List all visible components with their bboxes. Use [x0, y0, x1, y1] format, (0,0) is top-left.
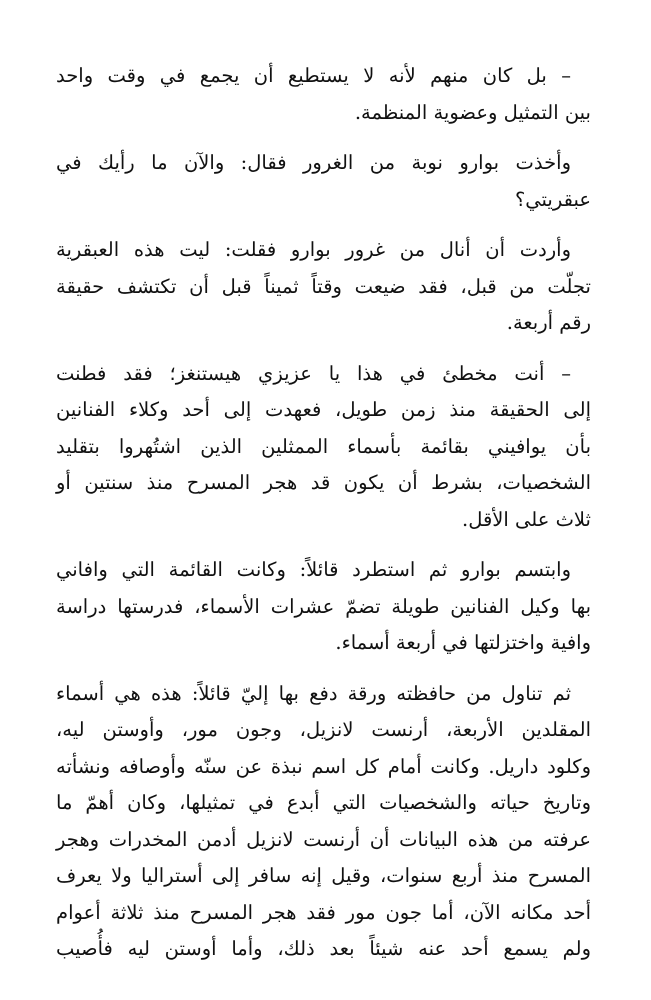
text-line: عرفته من هذه البيانات أن أرنست لانزيل أدمن المخدرات وهجر: [56, 827, 591, 851]
paragraph-5: [56, 552, 591, 662]
paragraph-4: [56, 356, 591, 539]
text-line: الشخصيات، بشرط أن يكون قد هجر المسرح منذ سنتين أو: [56, 471, 591, 494]
text-line: وأخذت بوارو نوبة من الغرور فقال: والآن ما رأيك في: [56, 151, 571, 174]
text-line: وكلود داريل. وكانت أمام كل اسم نبذة عن سنّه وأوصافه ونشأته: [56, 754, 591, 778]
text-line: ثلاث على الأقل.: [462, 507, 591, 531]
text-line: رقم أربعة.: [506, 311, 591, 334]
text-line: إلى الحقيقة منذ زمن طويل، فعهدت إلى أحد وكلاء الفنانين: [56, 398, 591, 421]
text-line: تجلّت من قبل، فقد ضيعت وقتاً ثميناً قبل أن تكتشف حقيقة: [56, 274, 591, 298]
paragraph-6: [56, 676, 591, 968]
text-line: ثم تناول من حافظته ورقة دفع بها إليّ قائلاً: هذه هي أسماء: [56, 681, 571, 705]
text-line: بها وكيل الفنانين طويلة تضمّ عشرات الأسماء، فدرستها دراسة: [56, 594, 591, 618]
text-line: بين التمثيل وعضوية المنظمة.: [354, 100, 591, 124]
text-line: وابتسم بوارو ثم استطرد قائلاً: وكانت القائمة التي وافاني: [56, 558, 571, 581]
text-line: وتاريخ حياته والشخصيات التي أبدع في تمثيلها، وكان أهمّ ما: [56, 791, 591, 814]
text-line: عبقريتي؟: [514, 187, 591, 211]
paragraph-2: [56, 145, 591, 218]
text-line: ولم يسمع أحد عنه شيئاً بعد ذلك، وأما أوستن ليه فأُصيب: [56, 937, 591, 960]
text-line: – أنت مخطئ في هذا يا عزيزي هيستنغز؛ فقد فطنت: [56, 361, 571, 385]
text-line: المسرح منذ أربع سنوات، وقيل إنه سافر إلى أستراليا ولا يعرف: [56, 864, 591, 887]
text-line: – بل كان منهم لأنه لا يستطيع أن يجمع في وقت واحد: [56, 64, 571, 87]
text-line: المقلدين الأربعة، أرنست لانزيل، وجون مور، وأوستن ليه،: [56, 718, 591, 741]
text-line: أحد مكانه الآن، أما جون مور فقد هجر المسرح منذ ثلاثة أعوام: [56, 900, 591, 924]
paragraph-1: [56, 58, 591, 131]
text-line: وافية واختزلتها في أربعة أسماء.: [335, 631, 591, 654]
text-line: وأردت أن أنال من غرور بوارو فقلت: ليت هذه العبقرية: [56, 238, 571, 261]
paragraph-3: [56, 232, 591, 342]
text-line: بأن يوافيني بقائمة بأسماء الممثلين الذين اشتُهروا بتقليد: [56, 434, 591, 458]
